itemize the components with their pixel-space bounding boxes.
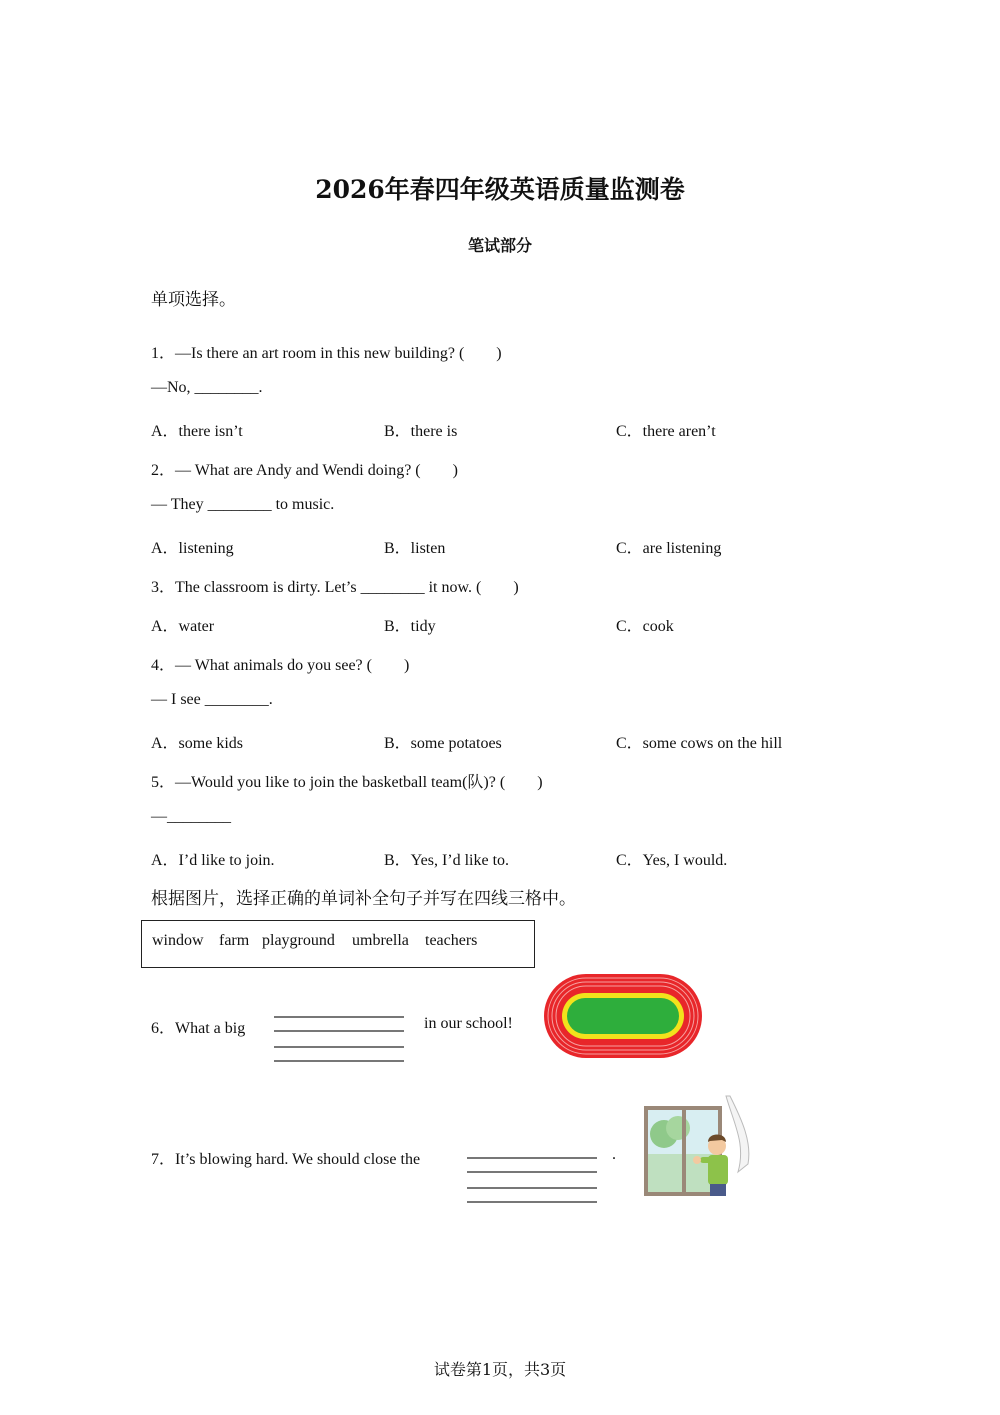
question-5-answer-line: —________ — [151, 808, 231, 825]
question-5-option-b[interactable]: B．Yes, I’d like to. — [384, 852, 510, 869]
question-4-option-b[interactable]: B．some potatoes — [384, 735, 502, 752]
question-1-option-a[interactable]: A．there isn’t — [151, 423, 243, 440]
question-4-answer-line: — I see ________. — [151, 691, 273, 708]
boy-closing-window-icon — [642, 1094, 752, 1200]
question-2-option-c[interactable]: C．are listening — [616, 540, 722, 557]
word-bank-item: farm — [219, 932, 250, 949]
question-1-answer-line: —No, ________. — [151, 379, 263, 396]
word-bank-item: window — [152, 932, 204, 949]
question-5-stem: 5．—Would you like to join the basketball team(队)? ( ) — [151, 774, 543, 791]
question-4-stem: 4．— What animals do you see? ( ) — [151, 657, 410, 674]
question-2-stem: 2．— What are Andy and Wendi doing? ( ) — [151, 462, 458, 479]
question-5-option-c[interactable]: C．Yes, I would. — [616, 852, 728, 869]
question-6-text-before: 6．What a big — [151, 1020, 246, 1037]
question-7-text-before: 7．It’s blowing hard. We should close the — [151, 1151, 421, 1168]
page-subtitle: 笔试部分 — [467, 236, 532, 255]
question-1-stem: 1．—Is there an art room in this new building? ( ) — [151, 345, 502, 362]
question-2-option-a[interactable]: A．listening — [151, 540, 234, 557]
question-4-option-c[interactable]: C．some cows on the hill — [616, 735, 783, 752]
page-footer: 试卷第1页，共3页 — [433, 1360, 567, 1379]
page-title: 2026年春四年级英语质量监测卷 — [315, 175, 685, 204]
section-heading-choice: 单项选择。 — [151, 290, 236, 310]
question-3-option-b[interactable]: B．tidy — [384, 618, 436, 635]
section-heading-picture: 根据图片，选择正确的单词补全句子并写在四线三格中。 — [151, 889, 576, 909]
question-7-writing-lines[interactable] — [467, 1157, 597, 1203]
question-3-stem: 3．The classroom is dirty. Let’s ________ it now. ( ) — [151, 579, 519, 596]
question-1-option-b[interactable]: B．there is — [384, 423, 458, 440]
question-2-option-b[interactable]: B．listen — [384, 540, 446, 557]
question-4-option-a[interactable]: A．some kids — [151, 735, 244, 752]
question-6-text-after: in our school! — [424, 1015, 513, 1032]
word-bank-item: umbrella — [352, 932, 409, 949]
question-3-option-a[interactable]: A．water — [151, 618, 215, 635]
question-7-text-after: . — [612, 1146, 616, 1163]
word-bank-item: teachers — [425, 932, 478, 949]
question-6-writing-lines[interactable] — [274, 1016, 404, 1062]
word-bank-box — [141, 920, 535, 968]
running-track-icon — [543, 973, 703, 1059]
question-1-option-c[interactable]: C．there aren’t — [616, 423, 716, 440]
question-2-answer-line: — They ________ to music. — [151, 496, 335, 513]
question-5-option-a[interactable]: A．I’d like to join. — [151, 852, 275, 869]
word-bank-item: playground — [262, 932, 335, 949]
question-3-option-c[interactable]: C．cook — [616, 618, 674, 635]
